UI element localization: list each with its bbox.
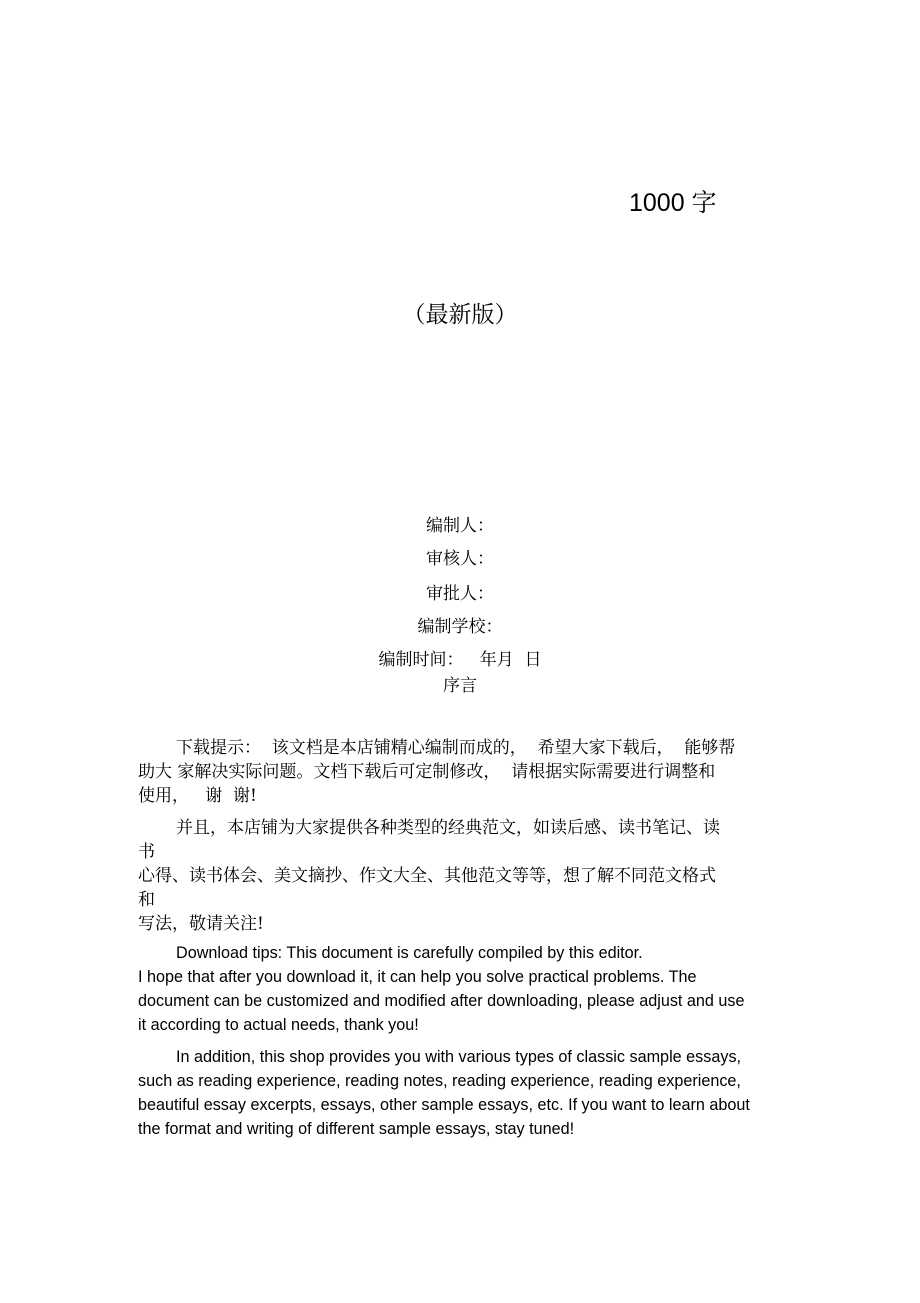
notice-zh-p1-line: 使用， 谢 谢! [138,786,257,806]
school-field: 编制学校： [417,617,503,637]
notice-zh-p2-line: 心得、读书体会、美文摘抄、作文大全、其他范文等等，想了解不同范文格式 [138,866,716,886]
notice-zh-p2-line: 书 [138,842,155,862]
date-field: 编制时间： 年月 日 [378,650,542,670]
notice-zh-p2-line: 并且，本店铺为大家提供各种类型的经典范文，如读后感、读书笔记、读 [176,818,720,838]
notice-en-p2-line: such as reading experience, reading notes, reading experience, reading experience, [138,1072,741,1090]
notice-zh-p1-line: 下载提示： 该文档是本店铺精心编制而成的， 希望大家下载后， 能够帮 [176,738,736,758]
notice-en-p1-line: document can be customized and modified after downloading, please adjust and use [138,992,745,1010]
reviewer-field: 审核人： [426,549,494,569]
notice-zh-p1-line: 助大 家解决实际问题。文档下载后可定制修改， 请根据实际需要进行调整和 [138,762,716,782]
notice-en-p1-line: Download tips: This document is carefully compiled by this editor. [176,944,643,962]
download-notice-en [138,941,788,1141]
notice-zh-p2-line: 和 [138,890,155,910]
notice-en-p2-line: the format and writing of different sample essays, stay tuned! [138,1120,575,1138]
notice-en-p1-line: it according to actual needs, thank you! [138,1016,419,1034]
word-count-label: 1000 字 [629,189,717,217]
edition-title: （最新版） [402,302,518,328]
preface-heading: 序言 [443,676,477,696]
approver-field: 审批人： [426,584,494,604]
notice-en-p2-line: beautiful essay excerpts, essays, other sample essays, etc. If you want to learn about [138,1096,750,1114]
notice-en-p1-line: I hope that after you download it, it can help you solve practical problems. The [138,968,697,986]
compiler-field: 编制人： [426,516,494,536]
download-notice-zh [138,736,786,936]
notice-zh-p2-line: 写法，敬请关注! [138,914,264,934]
notice-en-p2-line: In addition, this shop provides you with various types of classic sample essays, [176,1048,742,1066]
